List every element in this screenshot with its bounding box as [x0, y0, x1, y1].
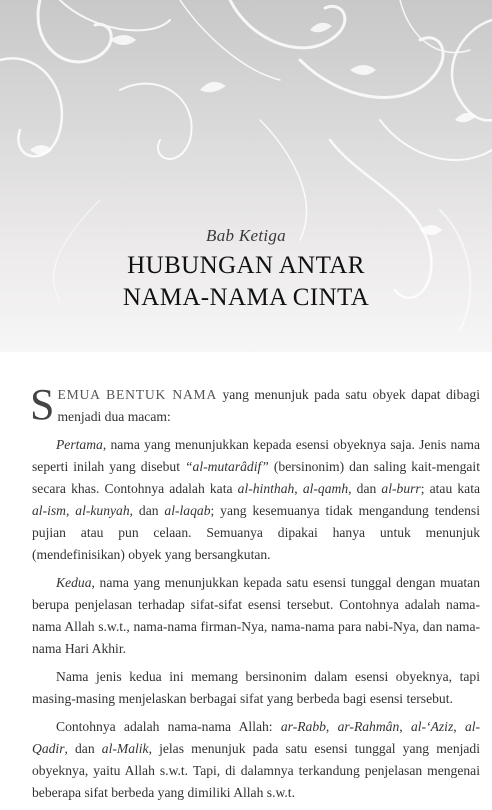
text-run: , [65, 503, 76, 518]
text-run: (bersinonim) dan saling kait-mengait secara khas. Contohnya adalah kata [32, 459, 480, 496]
text-run: ; atau kata [420, 481, 481, 496]
italic-term: al-ism [32, 503, 66, 518]
italic-term: al-Qadir [32, 719, 481, 756]
text-run: ; yang kesemuanya tidak mengandung tendensi pujian atau pun celaan. Semuanya dipakai hanya untuk menunjuk (mendefinisikan) obyek yang bersangkutan. [32, 503, 480, 562]
text-run: , [399, 719, 411, 734]
italic-term: al-qamh [302, 481, 349, 496]
italic-term: “al-mutarâdif” [185, 459, 269, 474]
text-run: , dan [348, 481, 382, 496]
text-run: , nama yang menunjukkan kepada satu esensi tunggal dengan muatan berupa penjelasan terhadap sifat-sifat esensi tersebut. Contohnya adalah nama-nama Allah s.w.t., nama-nama firman-Nya, nama-nama para nabi-Nya, dan nama-nama Hari Akhir. [32, 575, 480, 656]
drop-cap: S [30, 380, 55, 429]
italic-term: al-burr [381, 481, 421, 496]
paragraph-1-text: yang menunjuk pada satu obyek dapat dibagi menjadi dua macam: [57, 387, 480, 424]
text-run: , [325, 719, 338, 734]
paragraph-3-lead: Kedua [56, 575, 92, 590]
paragraph-2 [32, 434, 480, 566]
italic-term: ar-Rahmân [337, 719, 400, 734]
italic-term: al-laqab [164, 503, 211, 518]
chapter-title-line-1: HUBUNGAN ANTAR [127, 252, 365, 279]
chapter-title-line-2: NAMA-NAMA CINTA [122, 284, 370, 311]
text-run: , jelas menunjuk pada satu esensi tunggal yang menjadi obyeknya, yaitu Allah s.w.t. Tapi, di dalamnya terkandung penjelasan mengenai beberapa sifat berbeda yang dimiliki Allah s.w.t. [32, 741, 480, 800]
text-run: , [453, 719, 465, 734]
text-run: , [294, 481, 303, 496]
paragraph-3 [32, 572, 480, 660]
paragraph-1 [30, 380, 480, 429]
chapter-title [0, 250, 492, 314]
text-run: , nama yang menunjukkan kepada esensi obyeknya saja. Jenis nama seperti inilah yang disebut [32, 437, 480, 474]
italic-term: al-Malik [101, 741, 149, 756]
italic-term: ar-Rabb [280, 719, 326, 734]
chapter-label: Bab Ketiga [206, 226, 286, 245]
italic-term: al-hinthah [237, 481, 295, 496]
paragraph-4: Nama jenis kedua ini memang bersinonim dalam esensi obyeknya, tapi masing-masing menjelaskan berbagai sifat yang berbeda bagi esensi tersebut. [32, 669, 480, 706]
paragraph-2-lead: Pertama [56, 437, 103, 452]
chapter-header-banner [0, 0, 492, 352]
italic-term: al-‘Aziz [410, 719, 454, 734]
text-run: Contohnya adalah nama-nama Allah: [56, 719, 281, 734]
chapter-body [30, 380, 481, 810]
italic-term: al-kunyah [75, 503, 130, 518]
paragraph-5 [32, 716, 480, 804]
opening-small-caps: EMUA BENTUK NAMA [57, 387, 218, 402]
text-run: , dan [64, 741, 102, 756]
text-run: , dan [129, 503, 165, 518]
